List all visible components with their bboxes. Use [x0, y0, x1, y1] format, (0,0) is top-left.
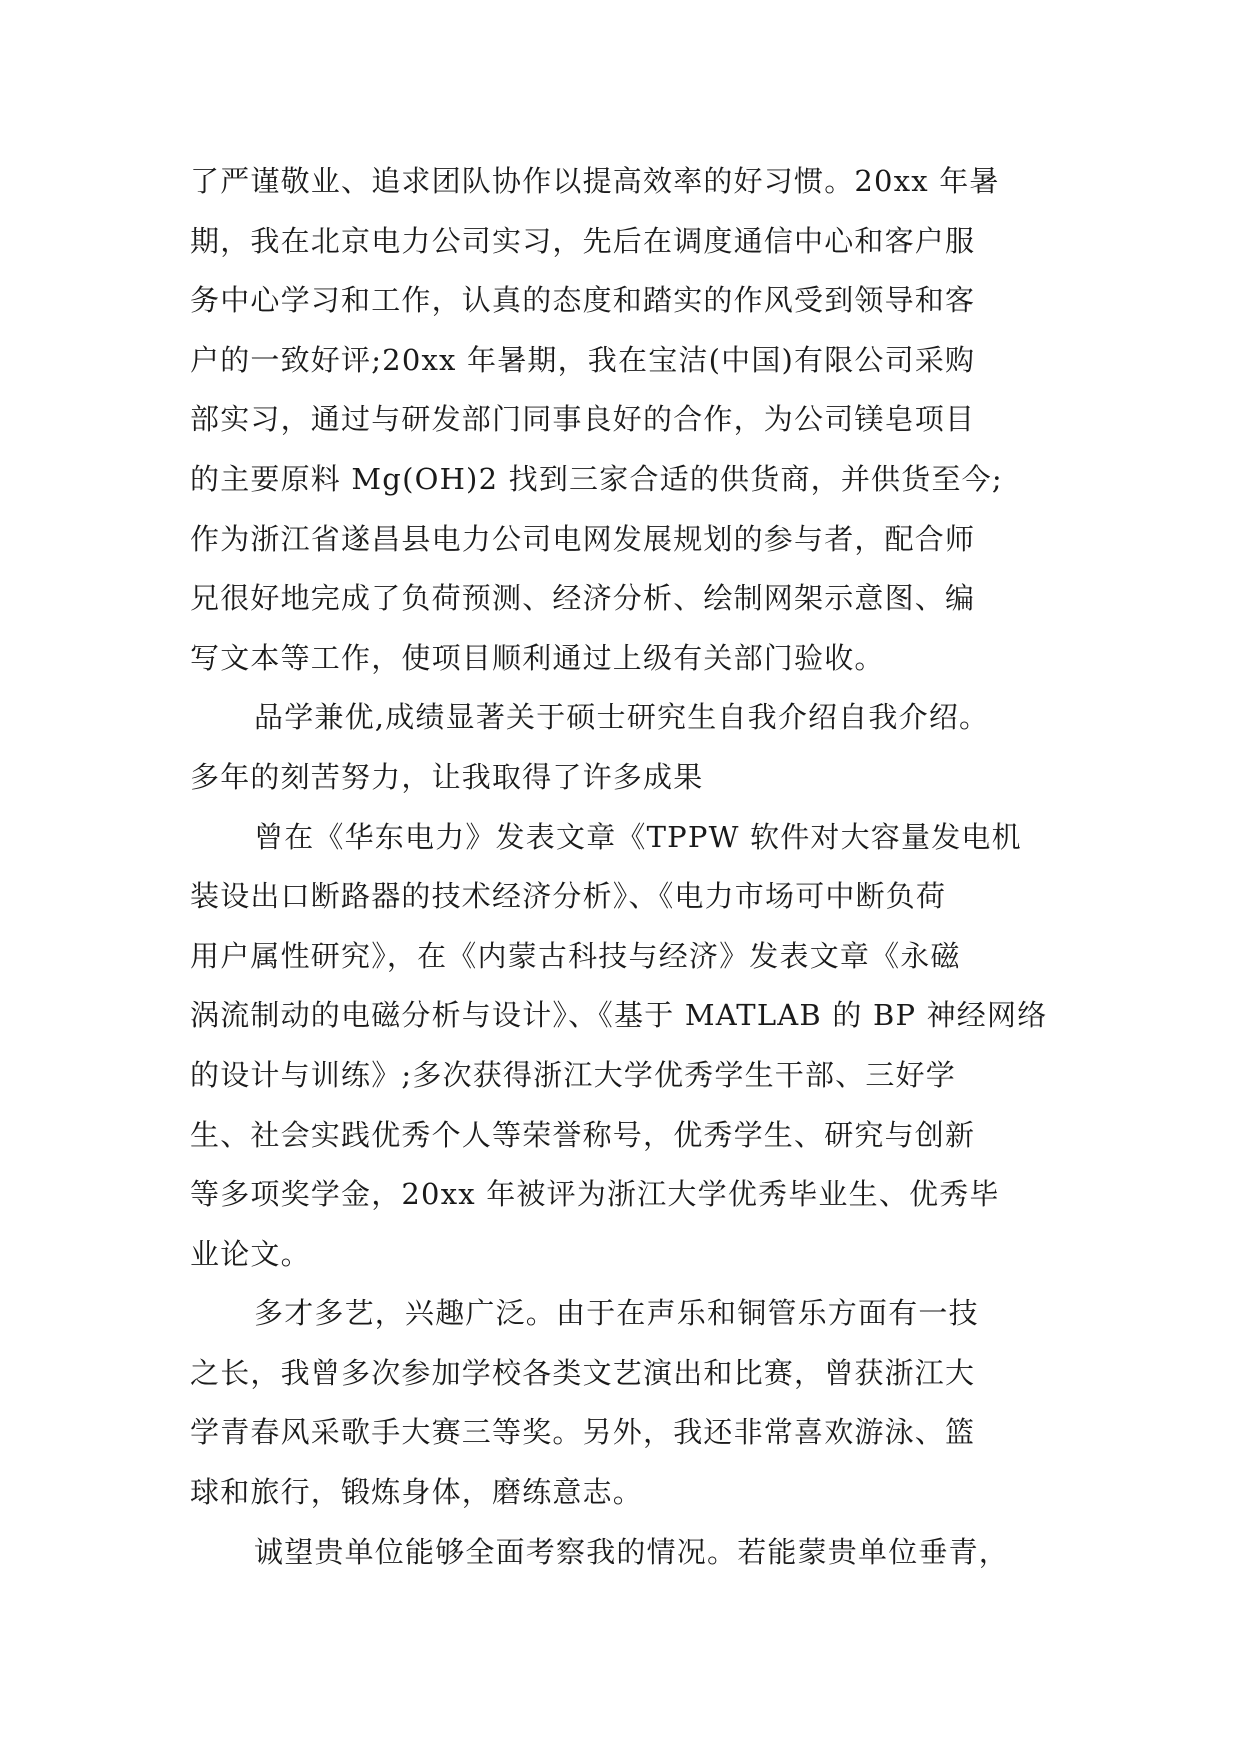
text-line: 诚望贵单位能够全面考察我的情况。若能蒙贵单位垂青， — [254, 1534, 1010, 1569]
paragraph — [190, 808, 1050, 1285]
document-body — [190, 152, 1050, 1582]
text-line: 学青春风采歌手大赛三等奖。另外，我还非常喜欢游泳、篮 — [190, 1415, 976, 1450]
text-line: 曾在《华东电力》发表文章《TPPW 软件对大容量发电机 — [254, 819, 1022, 854]
paragraph — [190, 1284, 1050, 1522]
paragraph — [190, 1523, 1050, 1583]
text-line: 户的一致好评;20xx 年暑期，我在宝洁(中国)有限公司采购 — [190, 342, 976, 377]
text-line: 业论文。 — [190, 1236, 311, 1271]
text-line: 多年的刻苦努力，让我取得了许多成果 — [190, 759, 704, 794]
paragraph — [190, 688, 1050, 807]
text-line: 涡流制动的电磁分析与设计》、《基于 MATLAB 的 BP 神经网络 — [190, 998, 1048, 1033]
text-line: 写文本等工作，使项目顺利通过上级有关部门验收。 — [190, 640, 885, 675]
text-line: 球和旅行，锻炼身体，磨练意志。 — [190, 1475, 644, 1510]
text-line: 部实习，通过与研发部门同事良好的合作，为公司镁皂项目 — [190, 402, 976, 437]
text-line: 品学兼优,成绩显著关于硕士研究生自我介绍自我介绍。 — [254, 700, 990, 735]
paragraph — [190, 152, 1050, 688]
text-line: 的设计与训练》;多次获得浙江大学优秀学生干部、三好学 — [190, 1057, 956, 1092]
text-line: 的主要原料 Mg(OH)2 找到三家合适的供货商，并供货至今; — [190, 461, 1003, 496]
text-line: 等多项奖学金，20xx 年被评为浙江大学优秀毕业生、优秀毕 — [190, 1177, 1000, 1212]
text-line: 务中心学习和工作，认真的态度和踏实的作风受到领导和客 — [190, 283, 976, 318]
text-line: 多才多艺，兴趣广泛。由于在声乐和铜管乐方面有一技 — [254, 1296, 979, 1331]
text-line: 之长，我曾多次参加学校各类文艺演出和比赛，曾获浙江大 — [190, 1355, 976, 1390]
text-line: 生、社会实践优秀个人等荣誉称号，优秀学生、研究与创新 — [190, 1117, 976, 1152]
text-line: 兄很好地完成了负荷预测、经济分析、绘制网架示意图、编 — [190, 581, 976, 616]
text-line: 装设出口断路器的技术经济分析》、《电力市场可中断负荷 — [190, 879, 947, 914]
text-line: 了严谨敬业、追求团队协作以提高效率的好习惯。20xx 年暑 — [190, 164, 1000, 198]
text-line: 期，我在北京电力公司实习，先后在调度通信中心和客户服 — [190, 223, 976, 258]
text-line: 用户属性研究》，在《内蒙古科技与经济》发表文章《永磁 — [190, 938, 961, 973]
text-line: 作为浙江省遂昌县电力公司电网发展规划的参与者，配合师 — [190, 521, 976, 556]
